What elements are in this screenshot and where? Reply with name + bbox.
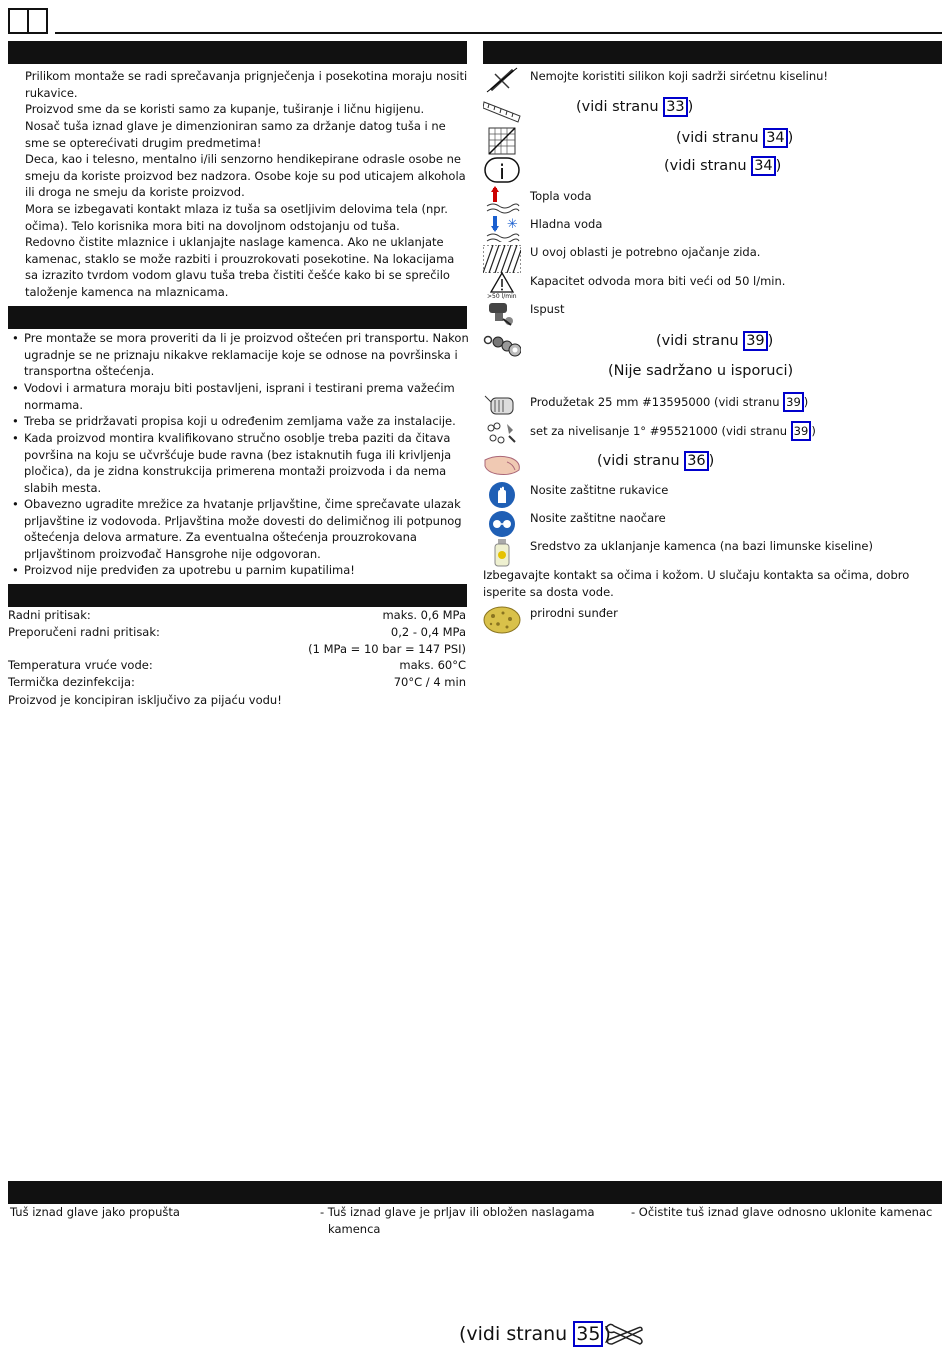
- goggles-icon: [483, 510, 521, 538]
- hand-cleaning-icon: [483, 450, 521, 478]
- tech-row: Radni pritisak: maks. 0,6 MPa: [8, 608, 466, 622]
- wall-reinforcement-text: U ovoj oblasti je potrebno ojačanje zida.: [530, 245, 761, 259]
- safety-paragraph: Prilikom montaže se radi sprečavanja prignječenja i posekotina moraju nositi rukavice.: [25, 69, 468, 100]
- hot-water-icon: [483, 186, 521, 214]
- gloves-text: Nosite zaštitne rukavice: [530, 483, 669, 497]
- hot-water-text: Topla voda: [530, 189, 592, 203]
- safety-paragraph: Deca, kao i telesno, mentalno i/ili senzorno hendikepirane odrasle osobe ne smeju da koriste proizvod bez nadzora. Osobe koje su pod uticajem alkohola ili droga ne smeju da koriste proizvod.: [25, 152, 466, 199]
- safety-paragraph: Mora se izbegavati kontakt mlaza iz tuša sa osetljivim delovima tela (npr. očima). Telo korisnika mora biti na dovoljnom odstojanju od tuša.: [25, 202, 448, 233]
- header-rule: [55, 32, 942, 34]
- page-ref-34[interactable]: (vidi stranu 34 ): [676, 130, 794, 146]
- eye-warning-text: Izbegavajte kontakt sa očima i kožom. U slučaju kontakta sa očima, dobro isperite sa dosta vode.: [483, 568, 910, 599]
- not-included-text: (Nije sadržano u isporuci): [608, 363, 794, 379]
- silicone-warning-text: Nemojte koristiti silikon koji sadrži sirćetnu kiselinu!: [530, 69, 829, 83]
- install-bullet: • Proizvod nije predviđen za upotrebu u parnim kupatilima!: [10, 562, 472, 579]
- install-section-bar: [8, 306, 467, 329]
- leveling-set-icon: [483, 420, 521, 448]
- tech-note: Proizvod je koncipiran isključivo za pijaću vodu!: [8, 693, 282, 707]
- goggles-text: Nosite zaštitne naočare: [530, 511, 666, 525]
- info-icon: [483, 156, 521, 184]
- footer-page-ref[interactable]: (vidi stranu 35 ): [459, 1323, 611, 1345]
- ruler-icon: [483, 96, 521, 124]
- sponge-icon: [483, 604, 521, 634]
- safety-section-bar: [8, 41, 467, 64]
- sponge-text: prirodni sunđer: [530, 606, 618, 620]
- trouble-remedy: - Očistite tuš iznad glave odnosno uklonite kamenac: [631, 1205, 933, 1219]
- safety-paragraph: Redovno čistite mlaznice i uklanjajte naslage kamenca. Ako ne uklanjate kamenac, staklo se može razbiti i prouzrokovati posekotine. Na lokacijama sa izrazito tvrdom vodom glavu tuša treba čistiti češće kako bi se sprečilo taloženje kamenca na mlaznicama.: [25, 235, 455, 299]
- page-ref-36[interactable]: (vidi stranu 36 ): [597, 453, 715, 469]
- wall-reinforcement-icon: [483, 245, 521, 273]
- outlet-text: Ispust: [530, 302, 565, 316]
- trouble-section-bar: [8, 1181, 942, 1204]
- svg-text:✳: ✳: [507, 217, 518, 232]
- gloves-icon: [483, 481, 521, 509]
- wrench-tools-icon: [604, 1320, 644, 1348]
- descaler-bottle-icon: [483, 539, 521, 567]
- cold-water-icon: [483, 214, 521, 242]
- manual-book-icon: [8, 8, 48, 34]
- tech-row: Preporučeni radni pritisak: 0,2 - 0,4 MPa: [8, 625, 466, 639]
- leveling-set-text: set za nivelisanje 1° #95521000 (vidi stranu 39 ): [530, 421, 816, 441]
- tech-row: (1 MPa = 10 bar = 147 PSI): [308, 642, 466, 656]
- tech-row: Temperatura vruće vode: maks. 60°C: [8, 658, 466, 672]
- page-ref-39[interactable]: 39: [791, 421, 812, 441]
- trouble-problem: Tuš iznad glave jako propušta: [10, 1205, 180, 1219]
- page-ref-34[interactable]: (vidi stranu 34 ): [664, 158, 782, 174]
- symbols-section-bar: [483, 41, 942, 64]
- extension-icon: [483, 392, 521, 420]
- install-bullet: • Vodovi i armatura moraju biti postavljeni, isprani i testirani prema važećim normama.: [10, 380, 472, 413]
- tech-row: Termička dezinfekcija: 70°C / 4 min: [8, 675, 466, 689]
- outlet-icon: [483, 299, 521, 327]
- drain-capacity-icon: [483, 272, 521, 300]
- dimension-grid-icon: [483, 127, 521, 155]
- install-bullet: • Kada proizvod montira kvalifikovano stručno osoblje treba paziti da čitava površina na koju se učvršćuje bude ravna (bez istaknutih fuga ili krivljenja pločica), da je zidna konstrukcija primerena montaži proizvoda i da nema slabih mesta.: [10, 430, 472, 496]
- tech-section-bar: [8, 584, 467, 607]
- install-bullet: • Obavezno ugradite mrežice za hvatanje prljavštine, čime sprečavate ulazak prljavštine iz vodovoda. Prljavština može dovesti do delimičnog ili potpunog oštećenja delova armature. Za eventualna oštećenja prouzrokovana prljavštinom proizvođač Hansgrohe nije odgovoran.: [10, 496, 472, 562]
- safety-paragraph: Nosač tuša iznad glave je dimenzioniran samo za držanje datog tuša i ne sme se opterećivati drugim predmetima!: [25, 119, 446, 150]
- page-ref-39[interactable]: (vidi stranu 39 ): [656, 333, 774, 349]
- descaler-text: Sredstvo za uklanjanje kamenca (na bazi limunske kiseline): [530, 539, 873, 553]
- install-bullet: • Treba se pridržavati propisa koji u određenim zemljama važe za instalacije.: [10, 413, 472, 430]
- safety-paragraph: Proizvod sme da se koristi samo za kupanje, tuširanje i ličnu higijenu.: [25, 102, 425, 116]
- fittings-parts-icon: [483, 332, 521, 360]
- silicone-gun-icon: [483, 66, 521, 94]
- drain-capacity-label: >50 l/min: [487, 293, 517, 300]
- install-bullet: • Pre montaže se mora proveriti da li je proizvod oštećen pri transportu. Nakon ugradnje se ne priznaju nikakve reklamacije koje se odnose na površinska i transportna oštećenja.: [10, 330, 472, 380]
- page-ref-33[interactable]: (vidi stranu 33 ): [576, 99, 694, 115]
- svg-text:i: i: [499, 160, 505, 184]
- cold-water-text: Hladna voda: [530, 217, 603, 231]
- trouble-cause: - Tuš iznad glave je prljav ili obložen naslagama kamenca: [320, 1205, 595, 1236]
- page-ref-39[interactable]: 39: [783, 392, 804, 412]
- extension-text: Produžetak 25 mm #13595000 (vidi stranu 39 ): [530, 392, 808, 412]
- drain-capacity-text: Kapacitet odvoda mora biti veći od 50 l/min.: [530, 274, 786, 288]
